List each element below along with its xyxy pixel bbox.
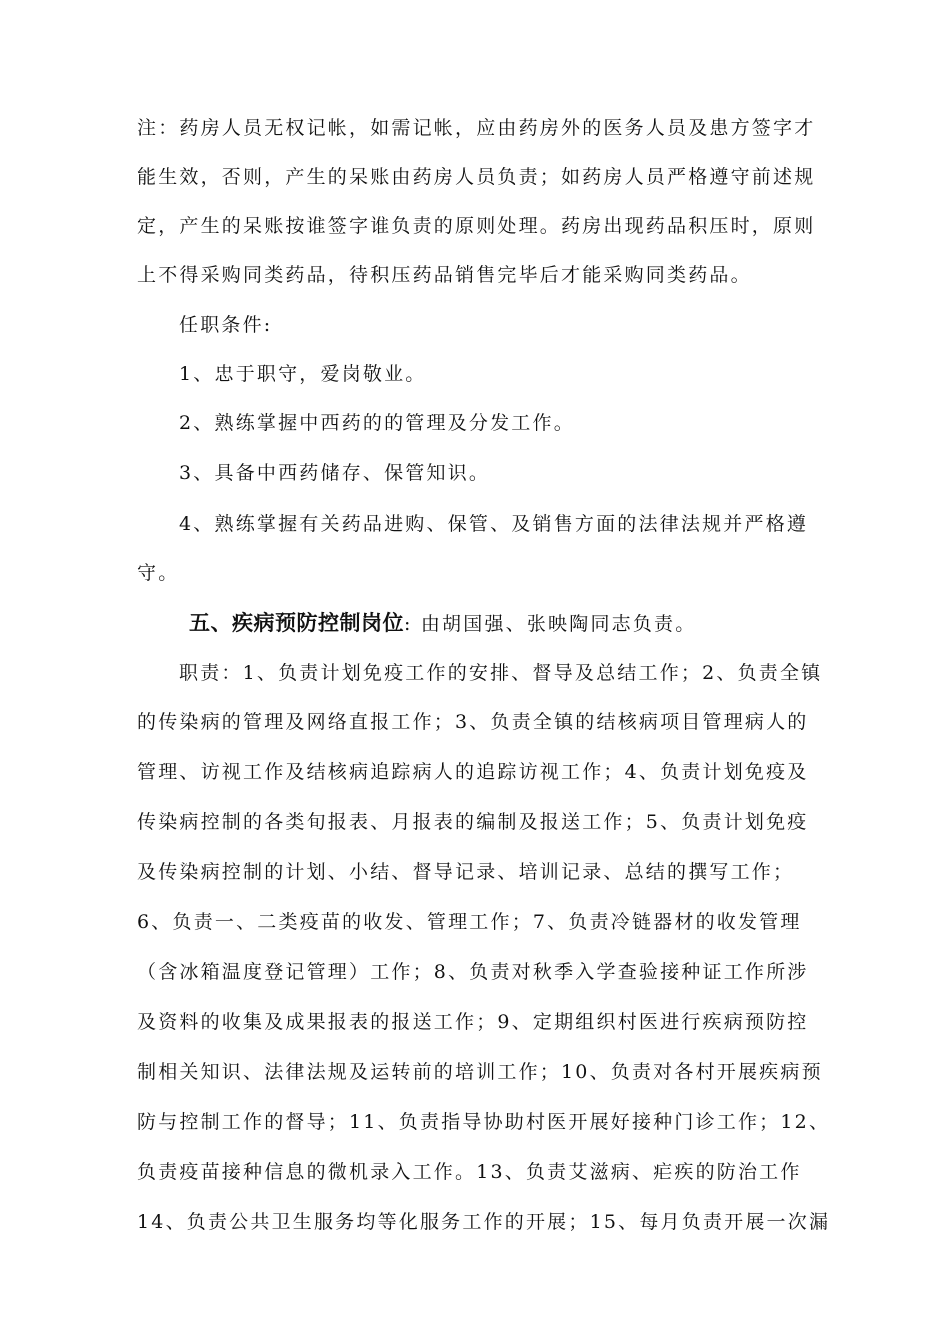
duties-line-11: 负责疫苗接种信息的微机录入工作。13、负责艾滋病、疟疾的防治工作	[137, 1161, 802, 1183]
qualification-item-4-continuation: 守。	[137, 562, 180, 584]
note-line-3: 定，产生的呆账按谁签字谁负责的原则处理。药房出现药品积压时，原则	[137, 215, 816, 237]
duties-line-8: 及资料的收集及成果报表的报送工作；9、定期组织村医进行疾病预防控	[137, 1011, 809, 1033]
note-line-2: 能生效，否则，产生的呆账由药房人员负责；如药房人员严格遵守前述规	[137, 166, 816, 188]
duties-line-10: 防与控制工作的督导；11、负责指导协助村医开展好接种门诊工作；12、	[137, 1111, 831, 1133]
qualification-item-3: 3、具备中西药储存、保管知识。	[179, 462, 491, 484]
section-responsible: : 由胡国强、张映陶同志负责。	[404, 613, 697, 635]
duties-line-5: 及传染病控制的计划、小结、督导记录、培训记录、总结的撰写工作；	[137, 861, 795, 883]
duties-line-6: 6、负责一、二类疫苗的收发、管理工作；7、负责冷链器材的收发管理	[137, 911, 802, 933]
section-title: 五、疾病预防控制岗位	[189, 611, 404, 635]
note-line-1: 注：药房人员无权记帐，如需记帐，应由药房外的医务人员及患方签字才	[137, 117, 816, 139]
qualification-item-4: 4、熟练掌握有关药品进购、保管、及销售方面的法律法规并严格遵	[179, 513, 809, 535]
duties-line-2: 的传染病的管理及网络直报工作；3、负责全镇的结核病项目管理病人的	[137, 711, 809, 733]
duties-line-7: （含冰箱温度登记管理）工作；8、负责对秋季入学查验接种证工作所涉	[137, 961, 809, 983]
note-line-4: 上不得采购同类药品，待积压药品销售完毕后才能采购同类药品。	[137, 264, 752, 286]
qualification-item-1: 1、忠于职守，爱岗敬业。	[179, 363, 427, 385]
duties-line-4: 传染病控制的各类旬报表、月报表的编制及报送工作；5、负责计划免疫	[137, 811, 809, 833]
section-heading	[189, 610, 696, 637]
qualification-item-2: 2、熟练掌握中西药的的管理及分发工作。	[179, 412, 575, 434]
duties-line-12: 14、负责公共卫生服务均等化服务工作的开展；15、每月负责开展一次漏	[137, 1211, 831, 1233]
qualifications-title: 任职条件:	[179, 314, 273, 336]
duties-line-9: 制相关知识、法律法规及运转前的培训工作；10、负责对各村开展疾病预	[137, 1061, 823, 1083]
duties-line-3: 管理、访视工作及结核病追踪病人的追踪访视工作；4、负责计划免疫及	[137, 761, 809, 783]
duties-line-1: 职责：1、负责计划免疫工作的安排、督导及总结工作；2、负责全镇	[179, 662, 823, 684]
